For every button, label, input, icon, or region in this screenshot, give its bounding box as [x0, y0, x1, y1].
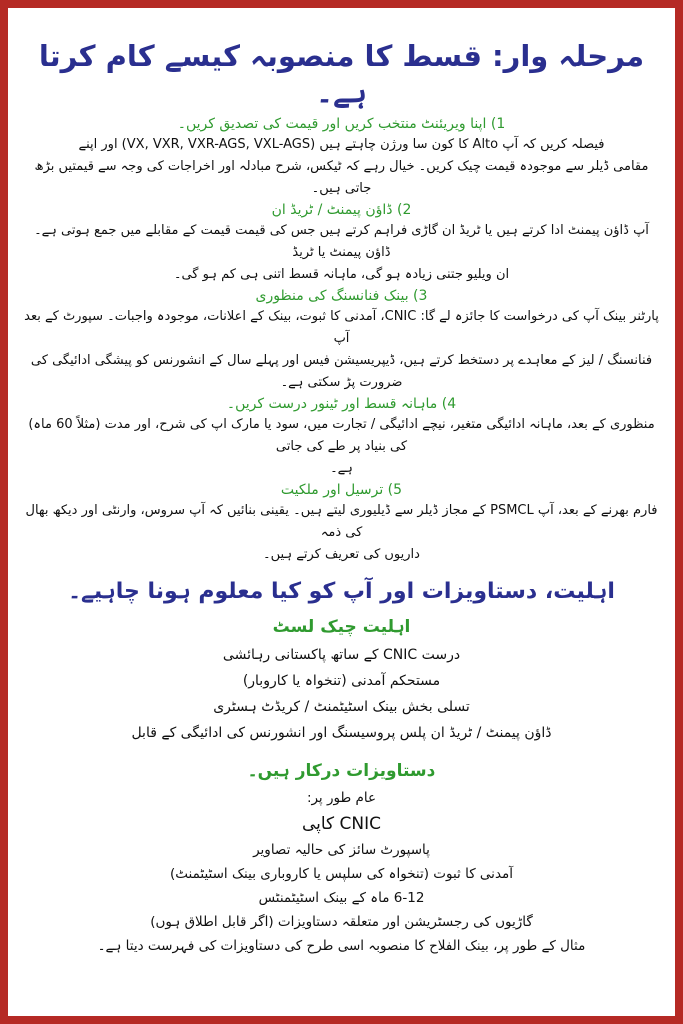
list-item: آمدنی کا ثبوت (تنخواہ کی سلپس یا کاروباری بینک اسٹیٹمنٹ): [169, 866, 514, 882]
list-item: مستحکم آمدنی (تنخواہ یا کاروبار): [242, 673, 441, 689]
step-text: داریوں کی تعریف کرتے ہیں۔: [263, 547, 420, 562]
step-heading: 5) ترسیل اور ملکیت: [280, 482, 403, 498]
step-heading: 4) ماہانہ قسط اور ٹینور درست کریں۔: [226, 396, 457, 412]
step-3: [20, 286, 663, 394]
list-item: ڈاؤن پیمنٹ / ٹریڈ ان پلس پروسیسنگ اور انشورنس کی ادائیگی کے قابل: [131, 725, 552, 741]
documents-intro: عام طور پر:: [306, 790, 377, 806]
step-heading: 1) اپنا ویریئنٹ منتخب کریں اور قیمت کی تصدیق کریں۔: [177, 116, 506, 132]
list-item: گاڑیوں کی رجسٹریشن اور متعلقہ دستاویزات (اگر قابل اطلاق ہوں): [150, 914, 533, 930]
list-item: CNIC کاپی: [301, 814, 382, 834]
step-heading: 3) بینک فنانسنگ کی منظوری: [255, 288, 428, 304]
documents-title: دستاویزات درکار ہیں۔: [247, 761, 436, 781]
step-text: ہے۔: [330, 461, 353, 476]
checklist-title: اہلیت چیک لسٹ: [272, 617, 411, 637]
step-1: [20, 114, 663, 200]
eligibility-list: [20, 642, 663, 746]
list-item: درست CNIC کے ساتھ پاکستانی رہائشی: [222, 647, 461, 663]
documents-list: [20, 786, 663, 958]
step-text: منظوری کے بعد، ماہانہ ادائیگی متغیر، نیچے ادائیگی / تجارت میں، سود یا مارک اپ کی شرح، اور مدت (مثلاً 60 ماہ) کی بنیاد پر طے کی جاتی: [28, 417, 655, 454]
step-text: فیصلہ کریں کہ آپ Alto کا کون سا ورژن چاہتے ہیں (VX, VXR, VXR-AGS, VXL-AGS) اور اپنے: [78, 137, 605, 152]
document-page: [8, 8, 675, 1016]
step-text: آپ ڈاؤن پیمنٹ ادا کرتے ہیں یا ٹریڈ ان گاڑی فراہم کرتے ہیں جس کی قیمت قیمت کے مقابلے میں جمع ہوتی ہے۔ ڈاؤن پیمنٹ یا ٹریڈ: [34, 223, 649, 260]
list-item: تسلی بخش بینک اسٹیٹمنٹ / کریڈٹ ہسٹری: [213, 699, 470, 715]
step-text: پارٹنر بینک آپ کی درخواست کا جائزہ لے گا: CNIC، آمدنی کا ثبوت، بینک کے اعلانات، موجودہ واجبات۔ سپورٹ کے بعد آپ: [24, 309, 659, 346]
eligibility-section-title: اہلیت، دستاویزات اور آپ کو کیا معلوم ہونا چاہیے۔: [68, 579, 615, 604]
documents-footer: مثال کے طور پر، بینک الفلاح کا منصوبہ اسی طرح کی دستاویزات کی فہرست دیتا ہے۔: [97, 938, 586, 954]
step-2: [20, 200, 663, 286]
step-4: [20, 394, 663, 480]
list-item: 6-12 ماہ کے بینک اسٹیٹمنٹس: [258, 890, 425, 906]
step-text: فارم بھرنے کے بعد، آپ PSMCL کے مجاز ڈیلر سے ڈیلیوری لیتے ہیں۔ یقینی بنائیں کہ آپ سروس، وارنٹی اور دیکھ بھال کی ذمہ: [25, 503, 658, 540]
step-text: فنانسنگ / لیز کے معاہدے پر دستخط کرتے ہیں، ڈیپریسیشن فیس اور پہلے سال کے انشورنس کو پیشگی ادائیگی کی ضرورت پڑ سکتی ہے۔: [30, 353, 653, 390]
page-title: مرحلہ وار: قسط کا منصوبہ کیسے کام کرتا ہے۔: [38, 39, 645, 109]
step-5: [20, 480, 663, 566]
step-heading: 2) ڈاؤن پیمنٹ / ٹریڈ ان: [271, 202, 412, 218]
step-text: ان ویلیو جتنی زیادہ ہو گی، ماہانہ قسط اتنی ہی کم ہو گی۔: [173, 267, 510, 282]
step-text: مقامی ڈیلر سے موجودہ قیمت چیک کریں۔ خیال رہے کہ ٹیکس، شرح مبادلہ اور اخراجات کی وجہ سے قیمتیں بڑھ جاتی ہیں۔: [34, 159, 649, 196]
list-item: پاسپورٹ سائز کی حالیہ تصاویر: [253, 842, 430, 858]
